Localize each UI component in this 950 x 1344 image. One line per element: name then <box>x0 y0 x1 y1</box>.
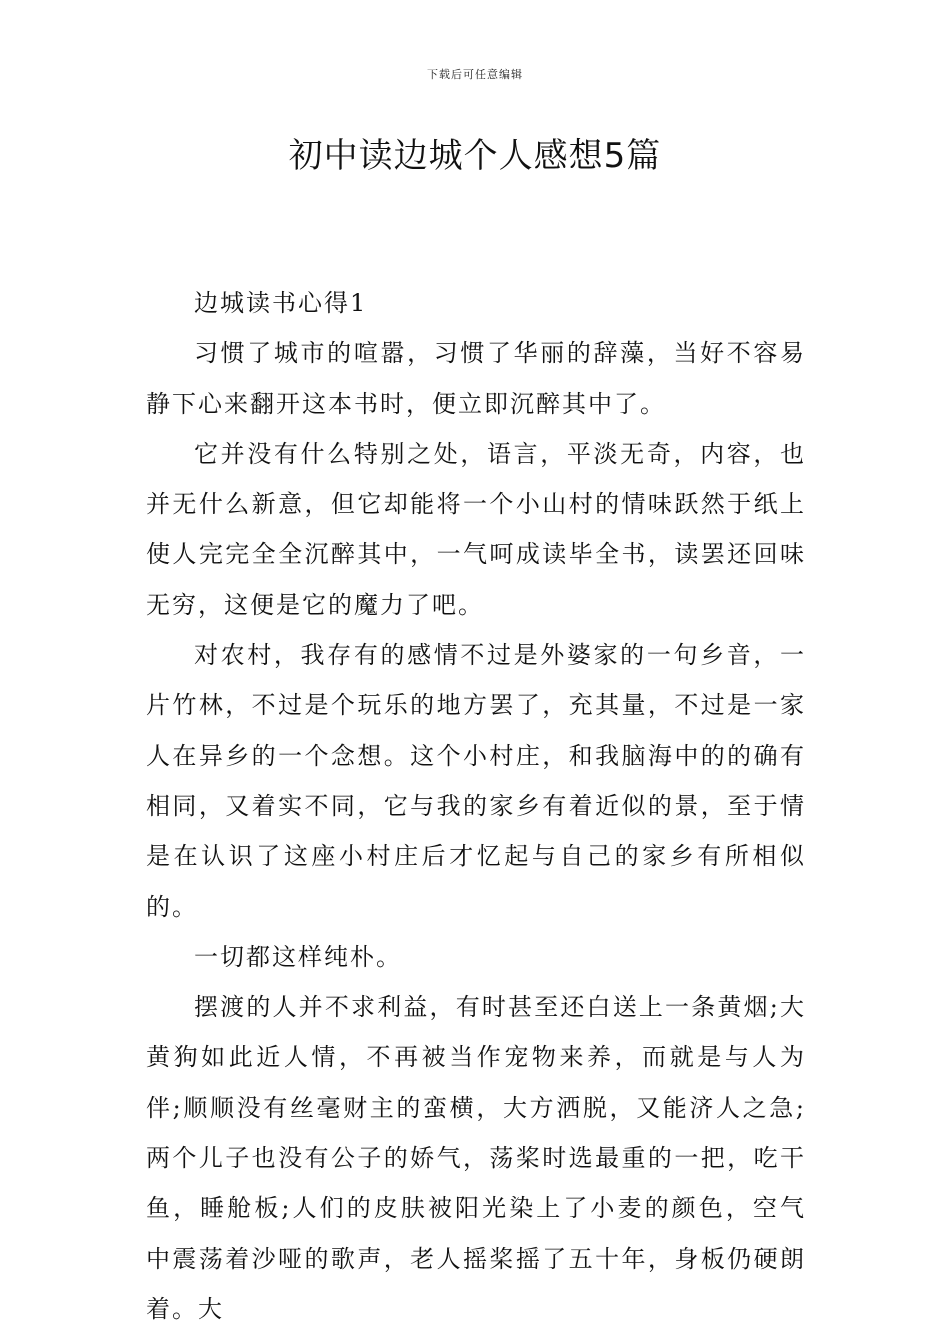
document-body <box>146 278 806 1334</box>
paragraph: 习惯了城市的喧嚣，习惯了华丽的辞藻，当好不容易静下心来翻开这本书时，便立即沉醉其中了。 <box>146 339 806 418</box>
paragraph: 它并没有什么特别之处，语言，平淡无奇，内容，也并无什么新意，但它却能将一个小山村的情味跃然于纸上使人完完全全沉醉其中，一气呵成读毕全书，读罢还回味无穷，这便是它的魔力了吧。 <box>146 439 806 619</box>
paragraph: 一切都这样纯朴。 <box>194 942 402 971</box>
section-heading: 边城读书心得1 <box>194 289 368 317</box>
paragraph: 摆渡的人并不求利益，有时甚至还白送上一条黄烟;大黄狗如此近人情，不再被当作宠物来养，而就是与人为伴;顺顺没有丝毫财主的蛮横，大方洒脱，又能济人之急;两个儿子也没有公子的娇气，荡桨时选最重的一把，吃干鱼，睡舱板;人们的皮肤被阳光染上了小麦的颜色，空气中震荡着沙哑的歌声，老人摇桨摇了五十年，身板仍硬朗着。大 <box>146 993 806 1323</box>
paragraph: 对农村，我存有的感情不过是外婆家的一句乡音，一片竹林，不过是个玩乐的地方罢了，充其量，不过是一家人在异乡的一个念想。这个小村庄，和我脑海中的的确有相同，又着实不同，它与我的家乡有着近似的景，至于情是在认识了这座小村庄后才忆起与自己的家乡有所相似的。 <box>146 641 806 921</box>
header-note: 下载后可任意编辑 <box>427 68 523 81</box>
document-title: 初中读边城个人感想5篇 <box>288 136 662 176</box>
